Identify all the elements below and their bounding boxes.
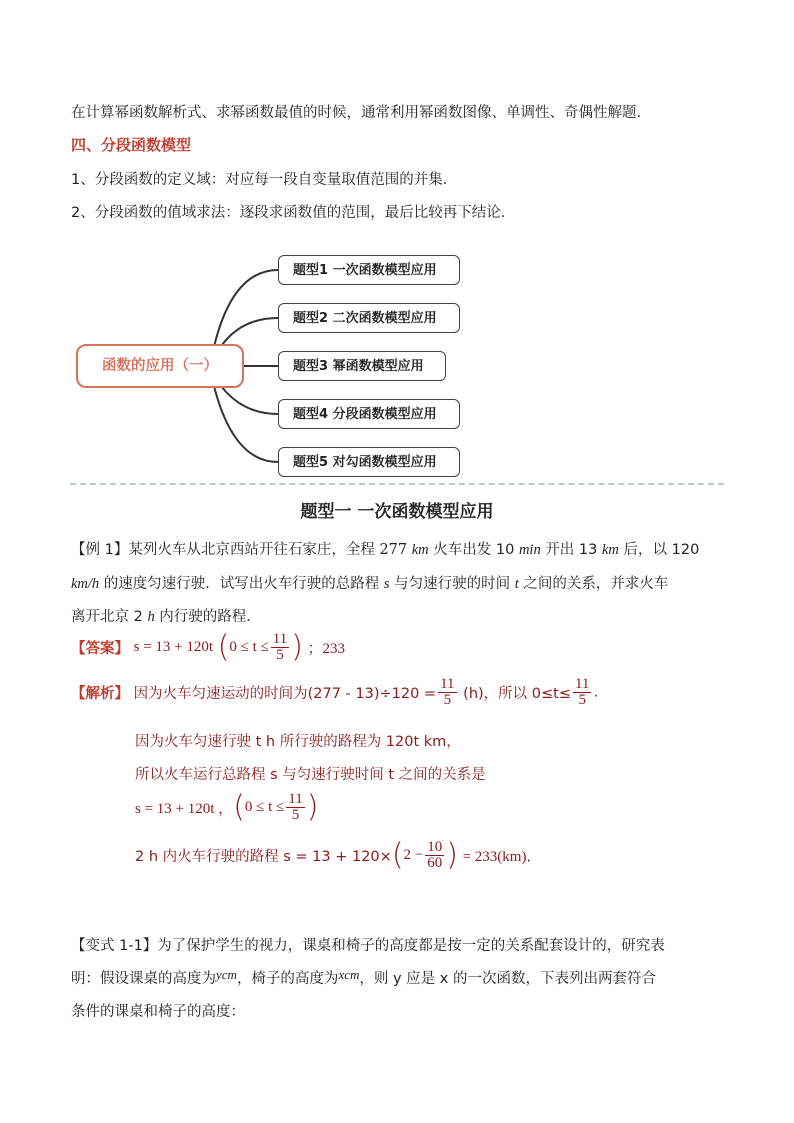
section-divider [70, 483, 724, 485]
list-item-2: 2、分段函数的值域求法：逐段求函数值的范围，最后比较再下结论． [71, 205, 516, 221]
list-item-1: 1、分段函数的定义域：对应每一段自变量取值范围的并集． [71, 172, 458, 188]
mindmap-branch-5: 题型5 对勾函数模型应用 [278, 447, 460, 477]
example-line-1: 【例 1】某列火车从北京西站开往石家庄，全程 277 km 火车出发 10 min 开出 13 km 后，以 120 [71, 542, 700, 558]
mindmap-root: 函数的应用（一） [76, 344, 244, 388]
analysis-line-1: 【解析】 因为火车匀速运动的时间为(277 - 13)÷120 = $\frac{11}{5}$ (h)，所以 0≤t≤ $\frac{11}{5}$ . [71, 676, 599, 708]
example-line-3: 离开北京 2 h 内行驶的路程． [71, 609, 261, 625]
variant-line-3: 条件的课桌和椅子的高度： [71, 1004, 245, 1020]
answer-fraction: $\frac{11}{5}$ [272, 631, 288, 663]
example-tag: 【例 1】 [71, 542, 129, 558]
variant-line-1: 【变式 1-1】为了保护学生的视力，课桌和椅子的高度都是按一定的关系配套设计的，研究表 [71, 938, 665, 954]
analysis-label: 【解析】 [71, 686, 129, 702]
example-line-2: km/h 的速度匀速行驶．试写出火车行驶的总路程 s 与匀速行驶的时间 t 之间的关系，并求火车 [71, 576, 669, 592]
answer-label: 【答案】 [71, 641, 129, 657]
mindmap-branch-2: 题型2 二次函数模型应用 [278, 303, 460, 333]
section-title: 题型一 一次函数模型应用 [300, 502, 494, 522]
analysis-line-5: 2 h 内火车行驶的路程 s = 13 + 120×(2 − $\frac{10}{60}$ ) = 233(km)． [135, 837, 542, 873]
variant-tag: 【变式 1-1】 [71, 938, 158, 954]
section-heading: 四、分段函数模型 [71, 136, 192, 154]
analysis-line-3: 所以火车运行总路程 s 与匀速行驶时间 t 之间的关系是 [135, 767, 486, 783]
answer-line: 【答案】 s = 13 + 120t (0 ≤ t ≤ $\frac{11}{5}$ ) ；233 [71, 629, 346, 665]
mindmap-branch-3: 题型3 幂函数模型应用 [278, 351, 446, 381]
variant-line-2: 明：假设课桌的高度为ycm，椅子的高度为xcm，则 y 应是 x 的一次函数，下表列出两套符合 [71, 967, 656, 987]
intro-text: 在计算幂函数解析式、求幂函数最值的时候，通常利用幂函数图像、单调性、奇偶性解题. [71, 105, 642, 121]
mindmap-branch-1: 题型1 一次函数模型应用 [278, 255, 460, 285]
analysis-line-4: s = 13 + 120t ，(0 ≤ t ≤ $\frac{11}{5}$ ) [135, 789, 319, 825]
mindmap-branch-4: 题型4 分段函数模型应用 [278, 399, 460, 429]
analysis-line-2: 因为火车匀速行驶 t h 所行驶的路程为 120t km， [135, 734, 461, 750]
